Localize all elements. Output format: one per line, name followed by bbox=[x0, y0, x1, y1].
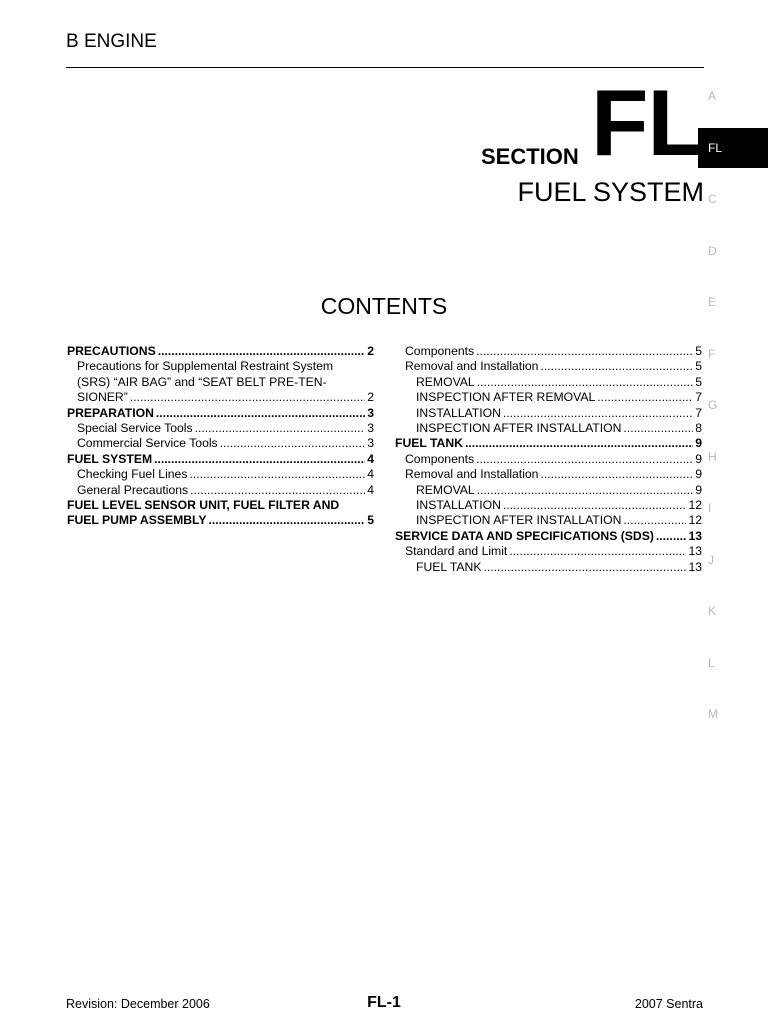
toc-dot-leader bbox=[656, 529, 687, 544]
toc-dot-leader bbox=[477, 375, 694, 390]
toc-entry-page: 12 bbox=[688, 498, 702, 513]
toc-entry-page: 3 bbox=[367, 436, 374, 451]
toc-entry-label: INSPECTION AFTER INSTALLATION bbox=[416, 421, 622, 436]
section-tab-h[interactable]: H bbox=[708, 449, 717, 464]
toc-entry[interactable] bbox=[67, 513, 374, 528]
toc-entry-label: Removal and Installation bbox=[405, 467, 539, 482]
toc-dot-leader bbox=[476, 452, 693, 467]
toc-entry-line: (SRS) “AIR BAG” and “SEAT BELT PRE-TEN- bbox=[77, 374, 327, 389]
section-tab-c[interactable]: C bbox=[708, 192, 717, 206]
toc-entry-label: FUEL TANK bbox=[416, 559, 482, 574]
toc-entry-label: FUEL TANK bbox=[395, 436, 463, 451]
toc-entry-label: Checking Fuel Lines bbox=[77, 467, 188, 482]
contents-title: CONTENTS bbox=[320, 293, 448, 319]
toc-entry-page: 5 bbox=[695, 344, 702, 358]
toc-entry[interactable] bbox=[395, 467, 702, 482]
toc-entry-page: 9 bbox=[695, 451, 702, 466]
toc-entry-label: Commercial Service Tools bbox=[77, 436, 218, 451]
toc-entry-page: 9 bbox=[695, 436, 702, 451]
toc-entry[interactable] bbox=[395, 452, 702, 467]
toc-entry-label: FUEL PUMP ASSEMBLY bbox=[67, 513, 207, 528]
toc-entry-label: Special Service Tools bbox=[77, 421, 193, 436]
toc-entry-label: INSPECTION AFTER REMOVAL bbox=[416, 390, 596, 405]
section-label: SECTION bbox=[481, 144, 579, 169]
toc-entry[interactable] bbox=[395, 359, 702, 374]
toc-dot-leader bbox=[476, 344, 693, 359]
toc-entry[interactable] bbox=[395, 421, 702, 436]
toc-dot-leader bbox=[623, 513, 686, 528]
toc-dot-leader bbox=[189, 467, 365, 482]
toc-entry[interactable] bbox=[395, 406, 702, 421]
toc-dot-leader bbox=[195, 421, 366, 436]
toc-entry-page: 7 bbox=[695, 405, 702, 420]
toc-dot-leader bbox=[190, 483, 365, 498]
toc-entry-page: 13 bbox=[688, 544, 702, 559]
toc-dot-leader bbox=[220, 436, 366, 451]
toc-entry[interactable] bbox=[395, 436, 702, 451]
toc-entry-label: FUEL SYSTEM bbox=[67, 451, 153, 466]
footer-page-number: FL-1 bbox=[367, 994, 401, 1011]
toc-entry-page: 13 bbox=[688, 559, 702, 574]
toc-entry-label: INSTALLATION bbox=[416, 498, 501, 513]
toc-entry-label: Components bbox=[405, 451, 475, 466]
toc-entry-page: 4 bbox=[367, 467, 374, 482]
toc-dot-leader bbox=[597, 390, 693, 405]
toc-entry-page: 8 bbox=[695, 421, 702, 436]
footer-model: 2007 Sentra bbox=[634, 997, 703, 1011]
section-tab-a[interactable]: A bbox=[708, 89, 717, 103]
toc-entry-page: 5 bbox=[695, 359, 702, 374]
toc-entry[interactable] bbox=[395, 560, 702, 575]
toc-right-column bbox=[395, 344, 702, 575]
toc-dot-leader bbox=[209, 513, 366, 528]
toc-entry[interactable] bbox=[395, 390, 702, 405]
toc-entry-page: 3 bbox=[367, 421, 374, 436]
toc-entry-page: 4 bbox=[367, 451, 374, 466]
toc-entry[interactable] bbox=[67, 406, 374, 421]
toc-entry-label: Standard and Limit bbox=[405, 544, 508, 559]
toc-entry-page: 4 bbox=[367, 482, 374, 497]
toc-entry-line: Precautions for Supplemental Restraint System bbox=[77, 359, 334, 374]
toc-entry-label: INSTALLATION bbox=[416, 405, 501, 420]
section-tab-g[interactable]: G bbox=[708, 398, 718, 412]
toc-dot-leader bbox=[540, 359, 693, 374]
toc-dot-leader bbox=[158, 344, 366, 359]
toc-entry[interactable] bbox=[395, 498, 702, 513]
section-tab-m[interactable]: M bbox=[708, 707, 718, 721]
toc-entry-page: 12 bbox=[688, 513, 702, 528]
toc-entry[interactable] bbox=[67, 483, 374, 498]
section-tab-j[interactable]: J bbox=[708, 552, 714, 567]
toc-entry[interactable] bbox=[67, 421, 374, 436]
footer-revision: Revision: December 2006 bbox=[66, 997, 210, 1011]
toc-entry[interactable] bbox=[67, 344, 374, 359]
toc-entry[interactable] bbox=[395, 375, 702, 390]
toc-dot-leader bbox=[477, 483, 694, 498]
toc-entry-line: FUEL LEVEL SENSOR UNIT, FUEL FILTER AND bbox=[67, 498, 340, 513]
toc-dot-leader bbox=[509, 544, 686, 559]
toc-entry-page: 9 bbox=[695, 482, 702, 497]
toc-left-column bbox=[67, 344, 374, 529]
toc-entry-page: 3 bbox=[367, 405, 374, 420]
toc-entry-label: SERVICE DATA AND SPECIFICATIONS (SDS) bbox=[395, 528, 654, 543]
toc-dot-leader bbox=[540, 467, 693, 482]
toc-entry[interactable] bbox=[67, 467, 374, 482]
toc-entry-page: 13 bbox=[688, 528, 702, 543]
toc-entry-label: PREPARATION bbox=[67, 405, 154, 420]
toc-dot-leader bbox=[623, 421, 693, 436]
toc-entry[interactable] bbox=[395, 529, 702, 544]
section-tab-f[interactable]: F bbox=[708, 346, 716, 361]
toc-entry-label: REMOVAL bbox=[416, 374, 475, 389]
toc-entry[interactable] bbox=[395, 344, 702, 359]
section-code: FL bbox=[591, 70, 704, 175]
toc-entry[interactable] bbox=[67, 390, 374, 405]
toc-entry-page: 5 bbox=[695, 374, 702, 389]
toc-entry-label: SIONER” bbox=[77, 390, 128, 405]
toc-dot-leader bbox=[465, 436, 693, 451]
toc-dot-leader bbox=[130, 390, 365, 405]
toc-dot-leader bbox=[503, 498, 687, 513]
header-rule bbox=[66, 67, 704, 68]
section-name: FUEL SYSTEM bbox=[517, 177, 704, 207]
toc-entry[interactable] bbox=[67, 436, 374, 451]
page-header-title: B ENGINE bbox=[66, 31, 157, 52]
toc-entry-page: 2 bbox=[367, 390, 374, 405]
toc-entry-label: Components bbox=[405, 344, 475, 358]
toc-entry[interactable] bbox=[395, 483, 702, 498]
section-tab-e[interactable]: E bbox=[708, 295, 717, 309]
toc-entry[interactable] bbox=[395, 513, 702, 528]
toc-dot-leader bbox=[154, 452, 365, 467]
toc-entry-page: 5 bbox=[367, 513, 374, 528]
toc-dot-leader bbox=[483, 560, 686, 575]
toc-entry-page: 7 bbox=[695, 390, 702, 405]
toc-entry-label: Removal and Installation bbox=[405, 359, 539, 374]
toc-entry-label: General Precautions bbox=[77, 482, 189, 497]
toc-entry-label: REMOVAL bbox=[416, 482, 475, 497]
toc-entry[interactable] bbox=[67, 452, 374, 467]
section-tab-k[interactable]: K bbox=[708, 604, 717, 618]
toc-dot-leader bbox=[503, 406, 693, 421]
toc-entry-label: INSPECTION AFTER INSTALLATION bbox=[416, 513, 622, 528]
section-tab-l[interactable]: L bbox=[708, 655, 715, 670]
toc-dot-leader bbox=[156, 406, 365, 421]
toc-entry-label: PRECAUTIONS bbox=[67, 344, 156, 358]
section-tab-i[interactable]: I bbox=[708, 501, 712, 515]
section-tab-d[interactable]: D bbox=[708, 243, 717, 258]
section-tab-fl[interactable]: FL bbox=[698, 128, 768, 168]
toc-entry-page: 2 bbox=[367, 344, 374, 358]
toc-entry-page: 9 bbox=[695, 467, 702, 482]
toc-entry[interactable] bbox=[395, 544, 702, 559]
